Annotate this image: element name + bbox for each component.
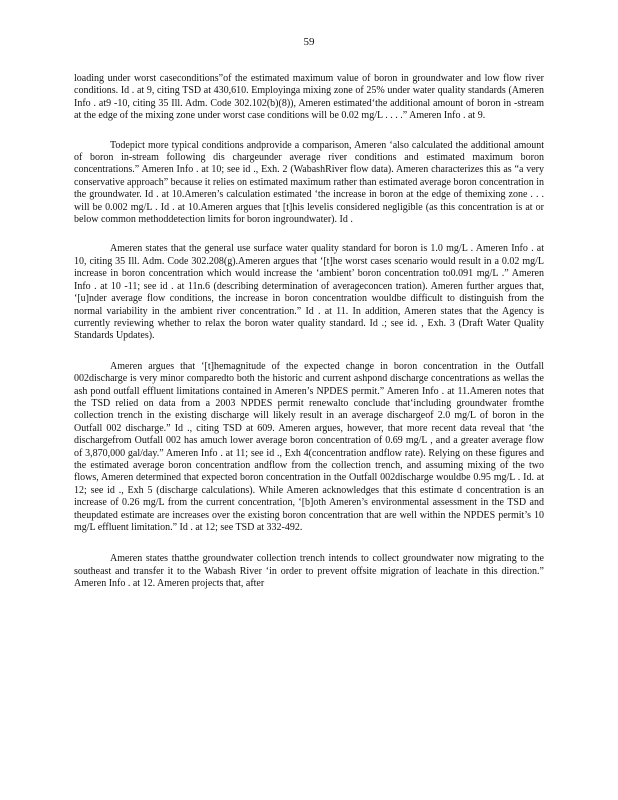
page-number: 59 [303, 36, 315, 48]
paragraph-4: Ameren argues that ‘[t]hemagnitude of the expected change in boron concentration in the Outfall 002discharge is very minor comparedto both the historic and current ashpond discharge concentrations as wellas the ash pond outfall effluent limitations contained in Ameren’s NPDES permit.” Ameren Info . at 11.Ameren notes that the TSD relied on data from a 2003 NPDES permit renewalto conclude that‘including groundwater fromthe collection trench in the existing discharge will likely result in an average dischargeof 2.0 mg/L of boron in the Outfall 002 discharge.” Id ., citing TSD at 609. Ameren argues, however, that more recent data reveal that ‘the dischargefrom Outfall 002 has amuch lower average boron concentration of 0.69 mg/L , and a greater average flow of 3,870,000 gal/day.” Ameren Info . at 11; see id ., Exh 4(concentration andflow rate). Relying on these figures and the estimated average boron concentration andflow from the collection trench, and assuming mixing of the two flows, Ameren determined that expected boron concentration in the Outfall 002discharge wouldbe 0.95 mg/L . Id. at 12; see id ., Exh 5 (discharge calculations). While Ameren acknowledges that this estimate d concentration is an increase of 0.26 mg/L from the current concentration, ‘[b]oth Ameren’s environmental assessment in the TSD and theupdated estimate are increases over the existing boron concentration that are well within the NPDES permit’s 10 mg/L effluent limitation.” Id . at 12; see TSD at 332-492. [74, 360, 544, 533]
paragraph-3: Ameren states that the general use surface water quality standard for boron is 1.0 mg/L . Ameren Info . at 10, citing 35 Ill. Adm. Code 302.208(g).Ameren argues that ‘[t]he worst cases scenario would result in a 0.02 mg/L increase in boron concentration which would increase the ‘ambient’ boron concentration to0.091 mg/L .” Ameren Info . at 10 -11; see id . at 11n.6 (describing determination of averageconcen tration). Ameren further argues that, ‘[u]nder average flow conditions, the increase in boron concentration wouldbe difficult to distinguish from the normal variability in the ambient river concentration.” Id . at 11. In addition, Ameren states that the Agency is currently reviewing whether to relax the boron water quality standard. Id .; see id. , Exh. 3 (Draft Water Quality Standards Updates). [74, 243, 544, 342]
paragraph-2: Todepict more typical conditions andprovide a comparison, Ameren ‘also calculated the additional amount of boron in-stream following dis chargeunder average river conditions and estimated maximum boron concentrations.” Ameren Info . at 10; see id ., Exh. 2 (WabashRiver flow data). Ameren characterizes this as “a very conservative approach” because it relies on estimated maximum rather than estimated average boron concentration in the groundwater. Id . at 10.Ameren’s calculation estimated ‘the increase in boron at the edge of themixing zone . . . will be 0.002 mg/L . Id . at 10.Ameren argues that [t]his levelis considered negligible (as this concentration is at or below common methoddetection limits for boron ingroundwater). Id . [74, 139, 544, 226]
paragraph-1: loading under worst caseconditions”of the estimated maximum value of boron in groundwater and low flow river conditions. Id . at 9, citing TSD at 430,610. Employinga mixing zone of 25% under water quality standards (Ameren Info . at9 -10, citing 35 Ill. Adm. Code 302.102(b)(8)), Ameren estimated‘the additional amount of boron in -stream at the edge of the mixing zone under worst case conditions will be 0.02 mg/L . . . .” Ameren Info . at 9. [74, 73, 544, 122]
body-text [74, 73, 544, 591]
paragraph-5: Ameren states thatthe groundwater collection trench intends to collect groundwater now migrating to the southeast and transfer it to the Wabash River ‘in order to prevent offsite migration of leachate in this direction.” Ameren Info . at 12. Ameren projects that, after [74, 553, 544, 590]
